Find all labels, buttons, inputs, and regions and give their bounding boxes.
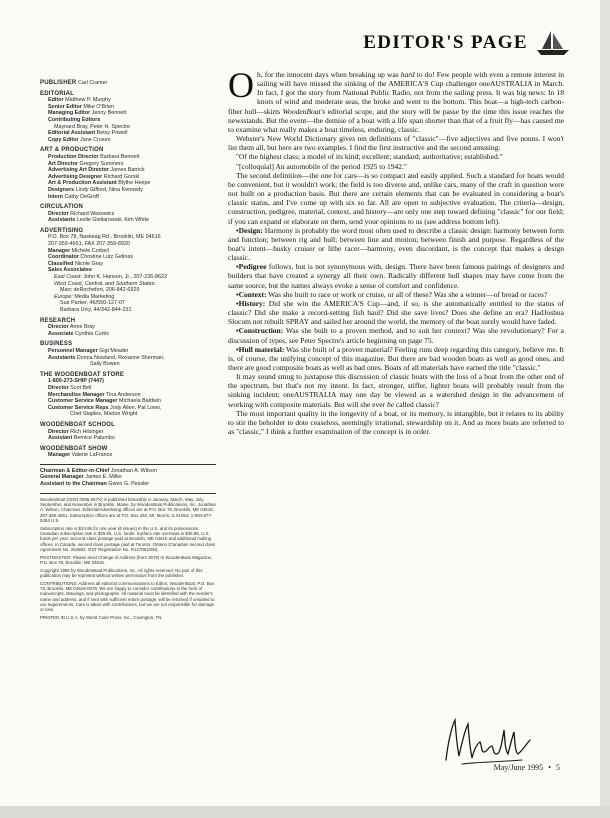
masthead-divider	[40, 493, 216, 494]
article-paragraph: Oh, for the innocent days when breaking up was hard to do! Few people with even a remote interest in sailing will have missed the sinking of the AMERICA'S Cup challenger oneAUSTRALIA in March. In fact, I got the story from National Public Radio, not from the sailing press. It was big news: In 18 knots of wind and moderate seas, the broke and went to the bottom. This boat—a high-tech carbon-fiber hull—skirts WoodenBoat's editorial scope, and the story will be passe by the time this issue reaches the newsstands. But the event—the demise of a boat with a life span shorter than that of a fruit fly—has caused me to examine what really makes a boat timeless, enduring, classic.	[228, 65, 564, 134]
editorial-article	[228, 65, 565, 437]
page-edge-shadow	[600, 0, 610, 818]
masthead-art: ART & PRODUCTION Production Director Barbara Bennett Art Director Gregory Summers Advertising Art Director James Barrick Advertising Designer Richard Gorski Art & Production Assistant Blythe Heepe Designers Lindy Gifford, Nina Kennedy Intern Cathy DeGroff	[40, 147, 216, 200]
masthead-row: Intern Cathy DeGroff	[48, 193, 99, 200]
masthead-row: Contributing Editors	[48, 116, 101, 123]
masthead-divider	[40, 464, 216, 465]
masthead-circulation: CIRCULATION Director Richard Wasowicz Assistants Leslie Gieliarowski, Kim White	[40, 204, 216, 224]
masthead-row: Director Scot Bell	[48, 384, 92, 391]
masthead-row: Merchandise Manager Tina Anderson	[48, 391, 141, 398]
masthead-row: Sales Associates	[48, 267, 92, 274]
masthead-row: Assistants Donna Nowland, Roxanne Sherman,	[48, 354, 165, 361]
masthead-row: Managing Editor Jenny Bennett	[48, 110, 127, 117]
issue-date: May/June 1995	[493, 763, 544, 772]
masthead-executive	[40, 468, 216, 488]
page-header	[363, 30, 570, 56]
masthead-row: Editor Matthew P. Murphy	[48, 97, 111, 104]
article-paragraph: The second definition—the one for cars—is so compact and easily applied. Such a standard for boats would be convenient, but it wouldn't work; the field is too diverse and, unlike cars, many of the craft in question were not built on a production basis. But there are certain elements that can be evaluated in considering a boat's classic status, and I've come up with six so far. All are open to subjective evaluation. The criteria—design, construction, pedigree, material, context, and history—are only one step toward defining "classic" for our field; if you can expand or elaborate on them, send your opinions to us (see address bottom left).	[228, 170, 564, 226]
quoted-definition: "Of the highest class; a model of its kind; excellent; standard; authoritative; established."	[236, 152, 503, 162]
page-footer: May/June 1995 • 5	[493, 763, 560, 772]
masthead-row: Associate Cynthia Curtis	[48, 330, 109, 337]
masthead-row: Sally Bowen	[90, 361, 120, 368]
masthead	[40, 80, 216, 623]
criterion-design: •Design: Harmony is probably the word most often used to describe a classic design: harmony between form and function; between rig and hull; between line and motion; between finish and purpose. Regardless of the boat's intent—husky cruiser or lithe racer—harmony, even discordant, is the concept that makes a design classic.	[228, 225, 564, 263]
sailboat-icon	[536, 30, 570, 56]
masthead-row: Production Director Barbara Bennett	[48, 153, 140, 160]
masthead-row: Director Rich Hilsinger	[48, 428, 104, 435]
masthead-school: WOODENBOAT SCHOOL Director Rich Hilsinger Assistant Bernice Palumbo	[40, 422, 216, 442]
masthead-row: Manager Michele Corbeil	[48, 247, 109, 254]
masthead-business: BUSINESS Personnel Manager Gigi Meader Assistants Donna Nowland, Roxanne Sherman, Sally Bowen	[40, 341, 216, 367]
masthead-row: Editorial Assistant Betsy Powell	[48, 130, 128, 137]
masthead-row: Senior Editor Mike O'Brien	[48, 103, 115, 110]
masthead-row: Assistants Leslie Gieliarowski, Kim White	[48, 217, 149, 224]
criterion-pedigree: •Pedigree follows, but is not synonymous with, design. There have been famous pairings of designers and builders that have created a synergy all their own. Radically different hull shapes may have come from the same source, but the names always evoke a sense of comfort and confidence.	[228, 262, 564, 290]
masthead-row: Manager Valerie LaFrance	[48, 452, 113, 459]
masthead-editorial: EDITORIAL Editor Matthew P. Murphy Senior Editor Mike O'Brien Managing Editor Jenny Bennett Contributing Editors Maynard Bray, Peter H. Spectre Editorial Assistant Betsy Powell Copy Editor Jane Crosen	[40, 91, 216, 144]
criterion-hull-material: •Hull material: Was she built of a proven material? Feeling runs deep regarding this category, believe me. It is, of course, the unifying concept of this magazine. But there are bad wooden boats as well as good ones, and there are good composite boats as well as bad ones. Boats of all materials have earned the title "classic."	[228, 344, 565, 372]
masthead-store: THE WOODENBOAT STORE 1-800-273-SHIP (7447) Director Scot Bell Merchandise Manager Tina Anderson Customer Service Manager Michaela Baldwin Customer Service Reps Jody Allen, Pat Lown, Chet Staples, Marion Wright	[40, 372, 216, 418]
masthead-row: Assistant Bernice Palumbo	[48, 435, 115, 442]
masthead-row: Art & Production Assistant Blythe Heepe	[48, 180, 151, 187]
masthead-row: Director Richard Wasowicz	[48, 210, 115, 217]
masthead-row: Advertising Art Director James Barrick	[48, 167, 145, 174]
masthead-publisher: PUBLISHER Carl Cramer	[40, 80, 108, 86]
masthead-row: Personnel Manager Gigi Meader	[48, 347, 129, 354]
masthead-row: Director Anne Bray	[48, 324, 96, 331]
page-number: 5	[556, 763, 560, 772]
masthead-row: Designers Lindy Gifford, Nina Kennedy	[48, 186, 143, 193]
article-paragraph: The most important quality in the longevity of a boat, or its memory, is intangible, but it relates to its ability to stir the beholder to dote ceaseless, seemingly irrational, stewardship on it. And as more boats are referred to as "classic," I think a further examination of the concept is in order.	[228, 408, 564, 437]
page-edge-shadow	[0, 806, 610, 818]
masthead-row: Chairman & Editor-in-Chief Jonathan A. Wilson	[40, 467, 157, 474]
masthead-row: Assistant to the Chairman Gwen G. Pessler	[40, 481, 150, 488]
masthead-row: Classified Nicole Gray	[48, 260, 104, 267]
page-title: EDITOR'S PAGE	[363, 32, 528, 53]
masthead-row: Chet Staples, Marion Wright	[70, 411, 138, 418]
criterion-history: •History: Did she win the AMERICA'S Cup—and, if so, is she automatically entitled to the status of classic? Did she make a record-setting fish haul? Did she save lives? Does she define an era? HadJoshua Slocum not rebuilt SPRAY and sailed her around the world, the memory of the boat surely would have faded.	[228, 298, 564, 327]
quoted-definition: "[colloquial] An automobile of the period 1925 to 1942."	[236, 161, 407, 171]
masthead-row: Customer Service Manager Michaela Baldwin	[48, 398, 161, 405]
masthead-row: Art Director Gregory Summers	[48, 160, 124, 167]
masthead-row: Copy Editor Jane Crosen	[48, 136, 111, 143]
masthead-fine-print: WoodenBoat (ISSN 0095-067X) is published bimonthly in January, March, May, July, September, and November in Brooklin, Maine, by WoodenBoat Publications, Inc. Jonathan A. Wilson, Chairman. Editorial/Advertising offices are at P.O. Box 78, Brooklin, ME 04616; 207-359-4651. Subscription offices are at P.O. Box 492, Mt. Morris, IL 61054; 1-800-877-5284 U.S. Subscription rate is $24.95 for one year (6 issues) in the U.S. and its possessions. Canadian subscription rate is $29.95, U.S. funds. Surface rate overseas is $36.95, U.S. funds per year. Second-class postage paid at Brooklin, ME 04616 and additional mailing offices. In Canada, second class postage paid at Toronto, Ontario (Canadian second class Agreement No. 254592. GST Registration No. R127081008). POSTMASTER: Please send Change of Address (form 3579) to WoodenBoat Magazine, P.O. Box 78, Brooklin, ME 04616. Copyright 1995 by WoodenBoat Publications, Inc. All rights reserved. No part of this publication may be reprinted without written permission from the publisher. CONTRIBUTIONS: Address all editorial communications to Editor, WoodenBoat, P.O. Box 78, Brooklin, ME 04616-0078. We are happy to consider contributions in the form of manuscripts, drawings, and photographs. All material must be identified with the sender's name and address, and if sent with sufficient return postage, will be returned if unsuited to our requirements. Care is taken with contributions, but we are not responsible for damage or loss. PRINTED IN U.S.A. by World Color Press, Inc., Covington, TN.	[40, 496, 216, 621]
masthead-show: WOODENBOAT SHOW Manager Valerie LaFrance	[40, 446, 216, 459]
criterion-context: •Context: Was she built to race or work or cruise, or all of these? Was she a winner—of bread or races?	[236, 289, 548, 299]
criterion-construction: •Construction: Was she built to a proven method, and to suit her context? Was she revolutionary? For a discussion of types, see Peter Spectre's article beginning on page 75.	[228, 326, 564, 345]
masthead-row: Coordinator Christine Lutz Gelinas	[48, 254, 134, 261]
masthead-row: General Manager James E. Miller	[40, 474, 123, 481]
masthead-row: Maynard Bray, Peter H. Spectre	[54, 123, 130, 130]
masthead-row: Customer Service Reps Jody Allen, Pat Lown,	[48, 404, 162, 411]
masthead-row: Advertising Designer Richard Gorski	[48, 173, 140, 180]
drop-cap: O	[228, 65, 254, 105]
article-paragraph: It may sound smug to juxtapose this discussion of classic boats with the loss of a boat from the other end of the spectrum, but that's not my intent. In fact, stronger, stiffer, lighter boats will probably result from the sinking incident; oneAUSTRALIA may one day be viewed as a watershed design in the advancement of working with composite materials. But will she ever be called classic?	[228, 372, 564, 409]
masthead-research: RESEARCH Director Anne Bray Associate Cynthia Curtis	[40, 318, 216, 338]
article-paragraph: Webster's New World Dictionary gives ten definitions of "classic"—five adjectives and five nouns. I won't list them all, but here are two examples. I find the first instructive and the second amusing:	[228, 134, 564, 153]
masthead-advertising: ADVERTISING P.O. Box 78, Naskeag Rd., Brooklin, ME 04616 207-359-4651, FAX 207-359-8920 Manager Michele Corbeil Coordinator Christine Lutz Gelinas Classified Nicole Gray Sales Associates East Coast: John K. Hanson, Jr., 207-236-8622 West Coast, Central, and Southern States: Marc deRochefort, 206-842-6929 Europe: Media Marketing Sue Parker, 46/550-127-07 Barbara Urry, 44/342-844-231	[40, 228, 216, 314]
